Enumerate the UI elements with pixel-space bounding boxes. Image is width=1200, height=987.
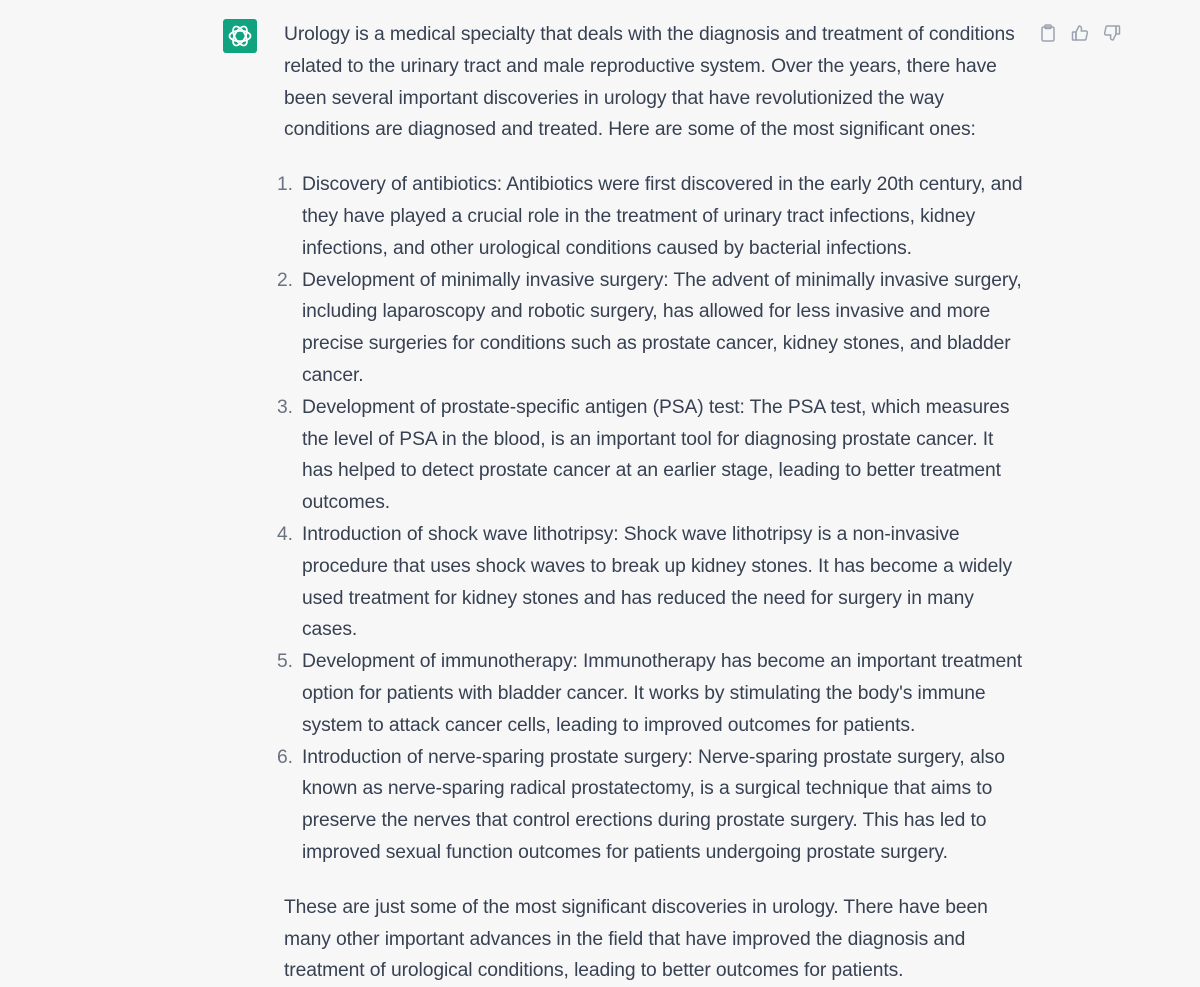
intro-paragraph: Urology is a medical specialty that deals with the diagnosis and treatment of conditions related to the urinary tract and male reproductive system. Over the years, there have been several important discoveries in urology that have revolutionized the way conditions are diagnosed and treated. Here are some of the most significant ones: (284, 24, 1015, 141)
list-item-text: Development of minimally invasive surgery: The advent of minimally invasive surgery, including laparoscopy and robotic surgery, has allowed for less invasive and more precise surgeries for conditions such as prostate cancer, kidney stones, and bladder cancer. (302, 269, 1022, 386)
list-item-text: Development of prostate-specific antigen (PSA) test: The PSA test, which measures the level of PSA in the blood, is an important tool for diagnosing prostate cancer. It has helped to detect prostate cancer at an earlier stage, leading to better treatment outcomes. (302, 396, 1010, 514)
thumbs-up-button[interactable] (1068, 22, 1092, 44)
discoveries-list (277, 169, 1029, 869)
openai-logo-icon (223, 19, 257, 53)
list-item (277, 646, 1029, 741)
thumbs-up-icon (1071, 24, 1089, 42)
list-item (277, 169, 1029, 264)
conclusion-paragraph: These are just some of the most significant discoveries in urology. There have been many other important advances in the field that have improved the diagnosis and treatment of urological conditions, leading to better outcomes for patients. (284, 896, 988, 982)
list-item (277, 742, 1029, 869)
list-item (277, 392, 1029, 519)
thumbs-down-icon (1103, 24, 1121, 42)
message-actions (1036, 22, 1124, 44)
list-item-text: Introduction of shock wave lithotripsy: Shock wave lithotripsy is a non-invasive procedure that uses shock waves to break up kidney stones. It has become a widely used treatment for kidney stones and has reduced the need for surgery in many cases. (302, 523, 1012, 641)
list-number: 3. (277, 396, 293, 418)
list-number: 1. (277, 174, 293, 196)
list-number: 4. (277, 523, 293, 545)
list-item-text: Discovery of antibiotics: Antibiotics were first discovered in the early 20th century, and they have played a crucial role in the treatment of urinary tract infections, kidney infections, and other urological conditions caused by bacterial infections. (302, 174, 1023, 259)
clipboard-icon (1040, 24, 1056, 42)
thumbs-down-button[interactable] (1100, 22, 1124, 44)
list-number: 6. (277, 746, 293, 768)
list-item (277, 265, 1029, 392)
list-number: 5. (277, 651, 293, 673)
copy-button[interactable] (1036, 22, 1060, 44)
list-number: 2. (277, 269, 293, 291)
list-item (277, 519, 1029, 646)
assistant-message (277, 19, 1029, 987)
assistant-avatar (223, 19, 257, 53)
list-item-text: Introduction of nerve-sparing prostate surgery: Nerve-sparing prostate surgery, also known as nerve-sparing radical prostatectomy, is a surgical technique that aims to preserve the nerves that control erections during prostate surgery. This has led to improved sexual function outcomes for patients undergoing prostate surgery. (302, 746, 1005, 863)
list-item-text: Development of immunotherapy: Immunotherapy has become an important treatment option for patients with bladder cancer. It works by stimulating the body's immune system to attack cancer cells, leading to improved outcomes for patients. (302, 651, 1022, 736)
